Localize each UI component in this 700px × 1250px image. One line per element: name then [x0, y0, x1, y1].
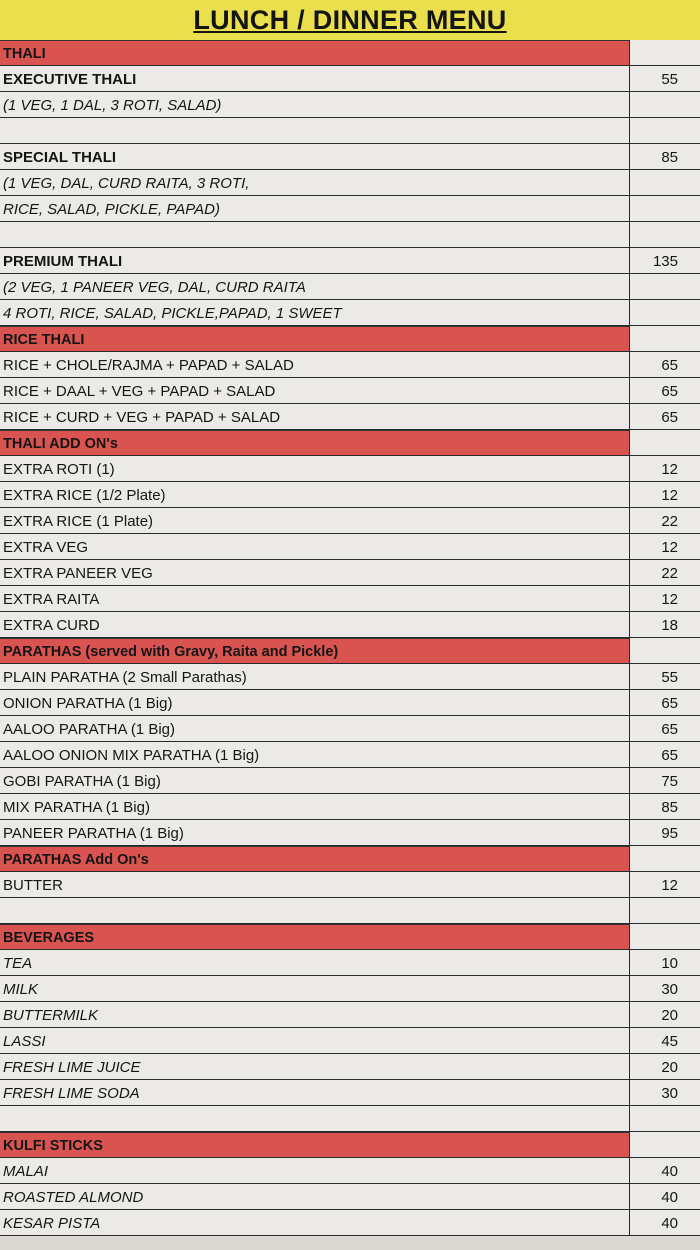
price-cell [630, 482, 700, 508]
price-cell [630, 404, 700, 430]
item-cell [0, 976, 630, 1002]
item-cell [0, 274, 630, 300]
menu-blank-row [0, 1106, 700, 1132]
item-price: 135 [652, 253, 678, 270]
price-cell [630, 66, 700, 92]
price-cell [630, 170, 700, 196]
item-name: FRESH LIME SODA [3, 1085, 140, 1102]
item-name: (2 VEG, 1 PANEER VEG, DAL, CURD RAITA [3, 279, 306, 296]
price-cell [630, 742, 700, 768]
item-price: 85 [661, 149, 678, 166]
item-price: 20 [661, 1007, 678, 1024]
item-cell [0, 846, 630, 872]
price-cell [630, 118, 700, 144]
item-name: MILK [3, 981, 39, 998]
item-cell [0, 1158, 630, 1184]
item-cell [0, 768, 630, 794]
section-title: KULFI STICKS [3, 1138, 103, 1154]
menu-section-header [0, 40, 700, 66]
menu-item-row [0, 508, 700, 534]
menu-item-row [0, 1158, 700, 1184]
item-name: EXTRA RICE (1/2 Plate) [3, 487, 166, 504]
item-name: 4 ROTI, RICE, SALAD, PICKLE,PAPAD, 1 SWEET [3, 305, 342, 322]
item-name: EXTRA VEG [3, 539, 89, 556]
item-cell [0, 1210, 630, 1236]
item-cell [0, 482, 630, 508]
item-cell [0, 898, 630, 924]
item-price: 30 [661, 1085, 678, 1102]
menu-item-row [0, 664, 700, 690]
item-price: 65 [661, 747, 678, 764]
price-cell [630, 1028, 700, 1054]
item-price: 45 [661, 1033, 678, 1050]
item-name: EXTRA ROTI (1) [3, 461, 115, 478]
price-cell [630, 690, 700, 716]
menu-item-row [0, 144, 700, 170]
item-name: PREMIUM THALI [3, 253, 123, 270]
item-cell [0, 508, 630, 534]
item-cell [0, 534, 630, 560]
price-cell [630, 716, 700, 742]
item-cell [0, 794, 630, 820]
menu-blank-row [0, 898, 700, 924]
menu-item-row [0, 196, 700, 222]
menu-item-row [0, 534, 700, 560]
section-title: THALI ADD ON's [3, 436, 118, 452]
item-name: PLAIN PARATHA (2 Small Parathas) [3, 669, 247, 686]
section-title: PARATHAS Add On's [3, 852, 149, 868]
price-cell [630, 1210, 700, 1236]
item-price: 18 [661, 617, 678, 634]
price-cell [630, 300, 700, 326]
item-cell [0, 430, 630, 456]
item-cell [0, 872, 630, 898]
price-cell [630, 92, 700, 118]
item-cell [0, 456, 630, 482]
item-cell [0, 1002, 630, 1028]
price-cell [630, 1184, 700, 1210]
menu-item-row [0, 1080, 700, 1106]
item-cell [0, 612, 630, 638]
item-name: RICE + CURD + VEG + PAPAD + SALAD [3, 409, 281, 426]
item-name: MALAI [3, 1163, 49, 1180]
price-cell [630, 638, 700, 664]
item-name: MIX PARATHA (1 Big) [3, 799, 150, 816]
price-cell [630, 560, 700, 586]
item-price: 30 [661, 981, 678, 998]
menu-item-row [0, 690, 700, 716]
item-cell [0, 326, 630, 352]
menu-item-row [0, 1002, 700, 1028]
item-name: ONION PARATHA (1 Big) [3, 695, 173, 712]
item-name: FRESH LIME JUICE [3, 1059, 141, 1076]
price-cell [630, 846, 700, 872]
item-name: TEA [3, 955, 33, 972]
item-name: AALOO ONION MIX PARATHA (1 Big) [3, 747, 260, 764]
item-price: 55 [661, 71, 678, 88]
item-name: BUTTER [3, 877, 63, 894]
price-cell [630, 352, 700, 378]
item-price: 10 [661, 955, 678, 972]
price-cell [630, 976, 700, 1002]
item-cell [0, 1028, 630, 1054]
menu-item-row [0, 768, 700, 794]
item-price: 22 [661, 565, 678, 582]
price-cell [630, 508, 700, 534]
price-cell [630, 768, 700, 794]
item-cell [0, 690, 630, 716]
menu-blank-row [0, 118, 700, 144]
item-name: GOBI PARATHA (1 Big) [3, 773, 161, 790]
price-cell [630, 794, 700, 820]
item-cell [0, 352, 630, 378]
menu-item-row [0, 482, 700, 508]
item-cell [0, 1132, 630, 1158]
price-cell [630, 144, 700, 170]
menu-item-row [0, 872, 700, 898]
price-cell [630, 1002, 700, 1028]
section-title: BEVERAGES [3, 930, 95, 946]
item-price: 65 [661, 721, 678, 738]
item-name: KESAR PISTA [3, 1215, 101, 1232]
price-cell [630, 950, 700, 976]
price-cell [630, 248, 700, 274]
menu-item-row [0, 1054, 700, 1080]
item-price: 65 [661, 357, 678, 374]
menu-section-header [0, 430, 700, 456]
item-price: 40 [661, 1215, 678, 1232]
item-price: 12 [661, 461, 678, 478]
item-cell [0, 300, 630, 326]
menu-item-row [0, 1028, 700, 1054]
price-cell [630, 378, 700, 404]
price-cell [630, 872, 700, 898]
menu-title: LUNCH / DINNER MENU [193, 4, 507, 35]
item-cell [0, 820, 630, 846]
section-title: THALI [3, 46, 46, 62]
item-cell [0, 378, 630, 404]
item-cell [0, 404, 630, 430]
menu-item-row [0, 248, 700, 274]
item-cell [0, 638, 630, 664]
item-cell [0, 144, 630, 170]
item-name: EXTRA PANEER VEG [3, 565, 153, 582]
item-name: ROASTED ALMOND [3, 1189, 144, 1206]
item-cell [0, 66, 630, 92]
item-cell [0, 742, 630, 768]
menu-item-row [0, 300, 700, 326]
item-name: EXTRA CURD [3, 617, 100, 634]
price-cell [630, 1158, 700, 1184]
menu-item-row [0, 586, 700, 612]
item-name: BUTTERMILK [3, 1007, 99, 1024]
item-price: 95 [661, 825, 678, 842]
item-name: RICE + CHOLE/RAJMA + PAPAD + SALAD [3, 357, 294, 374]
item-cell [0, 248, 630, 274]
item-price: 65 [661, 383, 678, 400]
menu-section-header [0, 924, 700, 950]
item-price: 65 [661, 409, 678, 426]
price-cell [630, 1080, 700, 1106]
menu-item-row [0, 950, 700, 976]
price-cell [630, 924, 700, 950]
item-price: 22 [661, 513, 678, 530]
price-cell [630, 326, 700, 352]
menu-item-row [0, 378, 700, 404]
price-cell [630, 612, 700, 638]
menu-item-row [0, 742, 700, 768]
price-cell [630, 456, 700, 482]
item-name: AALOO PARATHA (1 Big) [3, 721, 175, 738]
price-cell [630, 1106, 700, 1132]
item-name: RICE, SALAD, PICKLE, PAPAD) [3, 201, 221, 218]
item-name: EXECUTIVE THALI [3, 71, 137, 88]
item-cell [0, 560, 630, 586]
item-cell [0, 40, 630, 66]
menu-item-row [0, 352, 700, 378]
price-cell [630, 222, 700, 248]
section-title: PARATHAS (served with Gravy, Raita and Pickle) [3, 644, 339, 660]
item-cell [0, 1184, 630, 1210]
menu-item-row [0, 274, 700, 300]
price-cell [630, 898, 700, 924]
item-cell [0, 92, 630, 118]
item-price: 40 [661, 1163, 678, 1180]
menu-section-header [0, 326, 700, 352]
item-price: 12 [661, 591, 678, 608]
menu-item-row [0, 170, 700, 196]
item-name: SPECIAL THALI [3, 149, 117, 166]
item-cell [0, 950, 630, 976]
price-cell [630, 586, 700, 612]
price-cell [630, 1132, 700, 1158]
item-price: 65 [661, 695, 678, 712]
item-name: (1 VEG, DAL, CURD RAITA, 3 ROTI, [3, 175, 250, 192]
item-name: LASSI [3, 1033, 46, 1050]
item-cell [0, 1080, 630, 1106]
menu-section-header [0, 846, 700, 872]
item-cell [0, 716, 630, 742]
item-name: PANEER PARATHA (1 Big) [3, 825, 184, 842]
item-price: 40 [661, 1189, 678, 1206]
menu-item-row [0, 1210, 700, 1236]
item-cell [0, 170, 630, 196]
price-cell [630, 196, 700, 222]
item-name: EXTRA RAITA [3, 591, 100, 608]
menu-section-header [0, 638, 700, 664]
menu-blank-row [0, 222, 700, 248]
item-cell [0, 586, 630, 612]
menu-item-row [0, 404, 700, 430]
item-price: 55 [661, 669, 678, 686]
item-cell [0, 1054, 630, 1080]
item-cell [0, 222, 630, 248]
price-cell [630, 40, 700, 66]
price-cell [630, 430, 700, 456]
item-price: 20 [661, 1059, 678, 1076]
price-cell [630, 820, 700, 846]
price-cell [630, 1054, 700, 1080]
item-price: 12 [661, 539, 678, 556]
item-price: 85 [661, 799, 678, 816]
item-price: 12 [661, 487, 678, 504]
price-cell [630, 664, 700, 690]
menu-item-row [0, 976, 700, 1002]
menu-section-header [0, 1132, 700, 1158]
menu-item-row [0, 560, 700, 586]
item-cell [0, 1106, 630, 1132]
item-cell [0, 196, 630, 222]
item-name: RICE + DAAL + VEG + PAPAD + SALAD [3, 383, 276, 400]
item-cell [0, 118, 630, 144]
menu-item-row [0, 456, 700, 482]
item-price: 75 [661, 773, 678, 790]
menu-header [0, 0, 700, 40]
menu-item-row [0, 716, 700, 742]
price-cell [630, 274, 700, 300]
section-title: RICE THALI [3, 332, 85, 348]
item-cell [0, 664, 630, 690]
item-name: (1 VEG, 1 DAL, 3 ROTI, SALAD) [3, 97, 222, 114]
item-cell [0, 924, 630, 950]
menu-item-row [0, 612, 700, 638]
menu-item-row [0, 92, 700, 118]
item-price: 12 [661, 877, 678, 894]
menu-item-row [0, 820, 700, 846]
menu-item-row [0, 1184, 700, 1210]
menu-item-row [0, 794, 700, 820]
item-name: EXTRA RICE (1 Plate) [3, 513, 154, 530]
price-cell [630, 534, 700, 560]
menu-item-row [0, 66, 700, 92]
